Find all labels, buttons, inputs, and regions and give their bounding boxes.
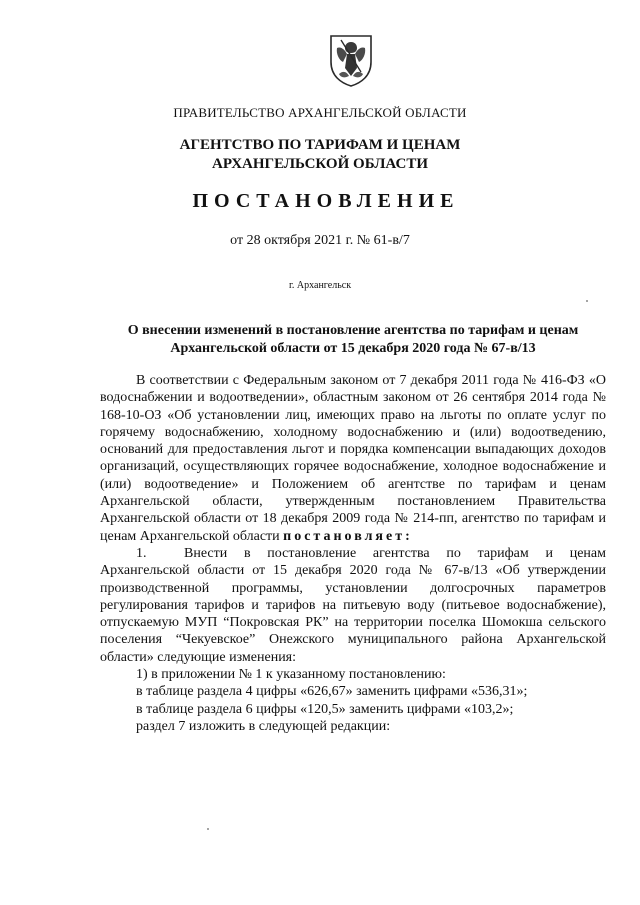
scan-speck xyxy=(207,828,209,830)
sub-item-3: в таблице раздела 6 цифры «120,5» заменить цифрами «103,2»; xyxy=(136,701,514,717)
item-1-number: 1. xyxy=(136,545,147,561)
agency-name xyxy=(0,136,640,174)
item-1-paragraph xyxy=(100,545,606,666)
item-1-text: Внести в постановление агентства по тарифам и ценам Архангельской области от 15 декабря 2020 года № 67-в/13 «Об утверждении производственной программы, установлении долгосрочных параметров регулирования тарифов и тарифов на питьевую воду (питьевое водоснабжение), отпускаемую МУП “Покровская РК” на территории поселка Шомокша сельского поселения “Чекуевское” Онежского муниципального района Архангельской области» следующие изменения: xyxy=(100,545,606,665)
subject-line1: О внесении изменений в постановление агентства по тарифам и ценам xyxy=(127,323,579,338)
scan-speck xyxy=(586,300,588,302)
sub-item-4: раздел 7 изложить в следующей редакции: xyxy=(136,718,391,734)
document-city: г. Архангельск xyxy=(288,280,352,291)
preamble-text: В соответствии с Федеральным законом от 7 декабря 2011 года № 416-ФЗ «О водоснабжении и водоотведении», областным законом от 26 сентября 2014 года № 168-10-ОЗ «Об установлении лиц, имеющих право на льготы по оплате услуг по горячему водоснабжению, холодному водоснабжению и (или) водоотведению, оснований для предоставления льгот и порядка компенсации выпадающих доходов организаций, осуществляющих горячее водоснабжение, холодное водоснабжение и (или) водоотведение» и Положением об агентстве по тарифам и ценам Архангельской области, утвержденным постановлением Правительства Архангельской области от 18 декабря 2009 года № 214-пп, агентство по тарифам и ценам Архангельской области xyxy=(100,373,606,544)
preamble-paragraph xyxy=(100,372,606,545)
document-date-number: от 28 октября 2021 г. № 61-в/7 xyxy=(230,233,410,248)
resolves-word: постановляет: xyxy=(283,528,413,544)
sub-item-1: 1) в приложении № 1 к указанному постановлению: xyxy=(136,667,446,683)
coat-of-arms-icon xyxy=(327,32,375,88)
government-name: ПРАВИТЕЛЬСТВО АРХАНГЕЛЬСКОЙ ОБЛАСТИ xyxy=(173,105,467,120)
sub-item-2: в таблице раздела 4 цифры «626,67» заменить цифрами «536,31»; xyxy=(136,684,528,700)
document-type: ПОСТАНОВЛЕНИЕ xyxy=(192,190,460,212)
document-body xyxy=(100,372,606,735)
agency-name-line1: АГЕНТСТВО ПО ТАРИФАМ И ЦЕНАМ xyxy=(179,137,461,153)
agency-name-line2: АРХАНГЕЛЬСКОЙ ОБЛАСТИ xyxy=(212,156,428,172)
subject-line2: Архангельской области от 15 декабря 2020 года № 67-в/13 xyxy=(170,341,536,356)
document-subject xyxy=(100,322,606,358)
